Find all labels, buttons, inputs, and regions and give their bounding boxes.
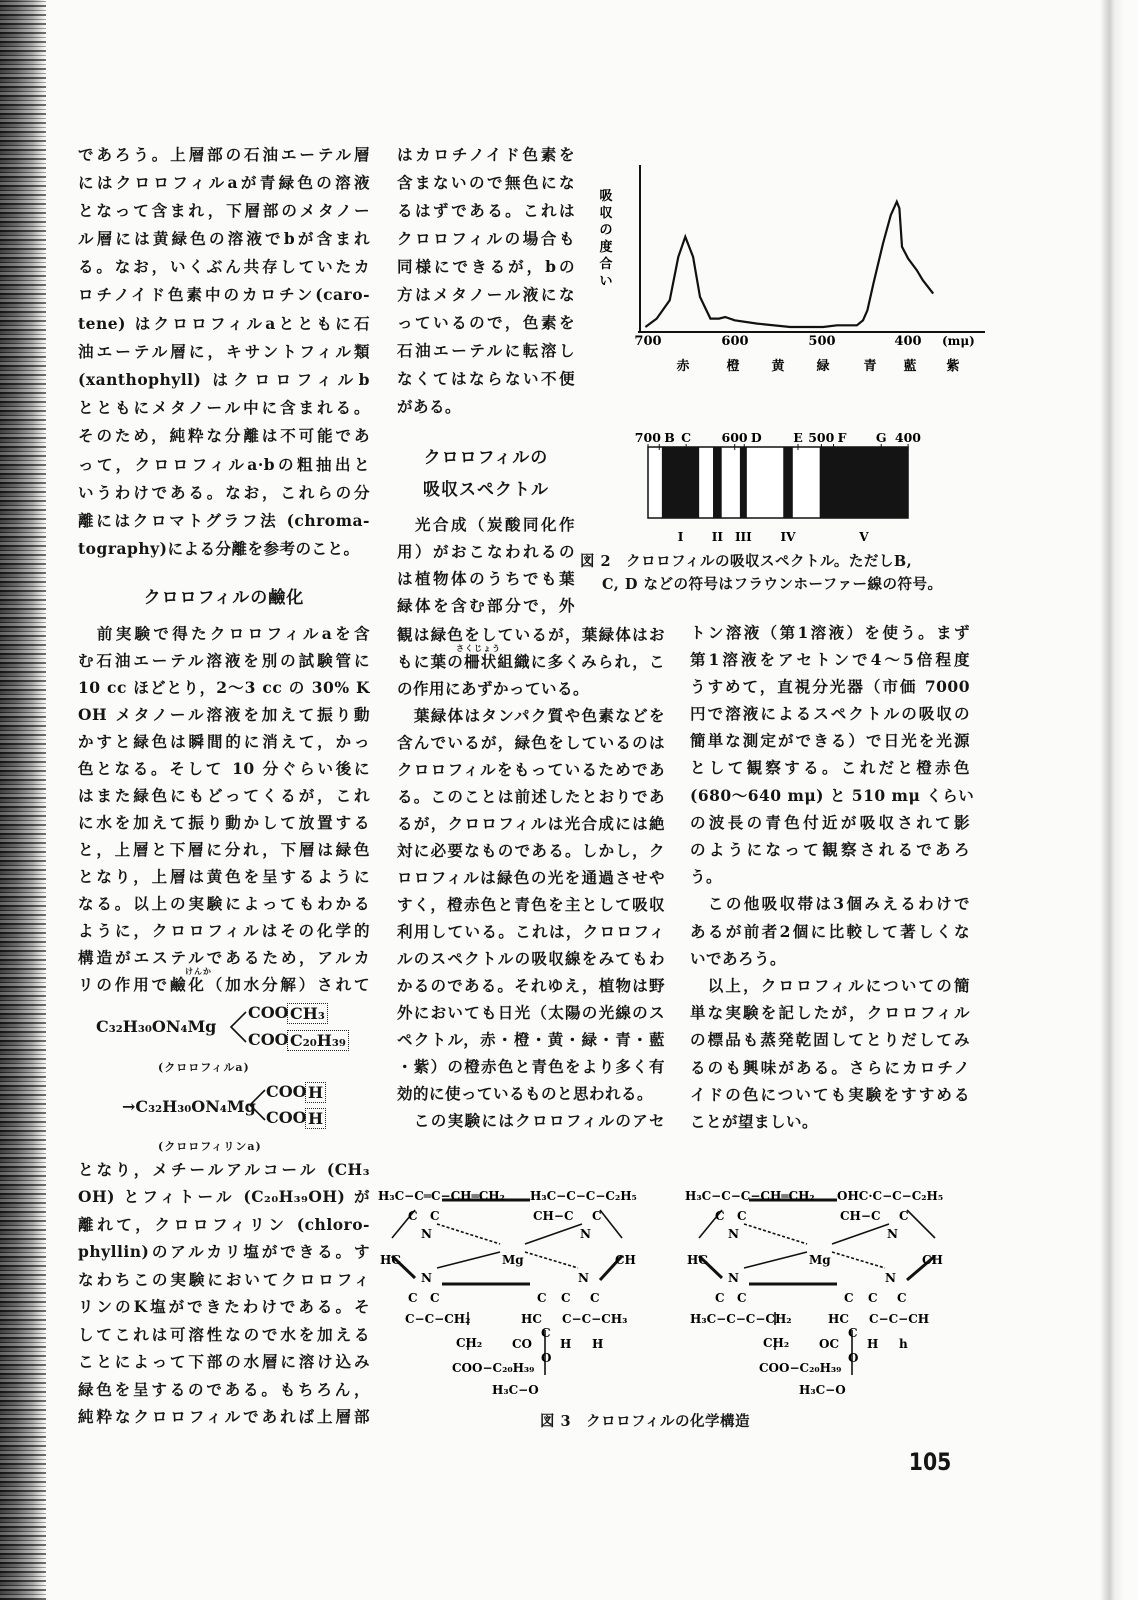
- chlorophyll-a-structure: [378, 1189, 637, 1397]
- text-line: と，上層と下層に分れ，下層は緑色: [78, 839, 370, 859]
- column3-text: [690, 622, 975, 1141]
- atom-label: C: [541, 1326, 551, 1340]
- y-axis-label-char: の: [599, 223, 613, 238]
- text-line: 同様にできるが，bの: [397, 256, 575, 276]
- scale-label: 600: [721, 430, 748, 445]
- text-line: るのも興味がある。さらにカロチノ: [690, 1057, 970, 1077]
- band-numeral: II: [711, 530, 723, 544]
- formula-group: COO: [266, 1082, 307, 1101]
- atom-label: CH−C: [840, 1209, 881, 1223]
- text-line: ・紫）の橙赤色と青色をより多く有: [397, 1056, 665, 1076]
- text-line: 緑色を呈するのである。もちろん，: [78, 1379, 370, 1399]
- text-line: がある。: [397, 396, 462, 416]
- text-line: 油エーテル層に，キサントフィル類: [78, 341, 370, 361]
- atom-label: CH₂: [456, 1336, 483, 1350]
- text-line: OH) とフィトール (C₂₀H₃₉OH) が: [78, 1187, 370, 1206]
- text-line: リンのK塩ができたわけである。そ: [78, 1297, 370, 1316]
- figure2-caption-line2: C, D などの符号はフラウンホーファー線の符号。: [602, 576, 943, 593]
- atom-label: N: [728, 1271, 739, 1285]
- text-line: いうわけである。なお，これらの分: [78, 482, 370, 502]
- figure2-caption-line1: 図 2 クロロフィルの吸収スペクトル。ただしB,: [580, 553, 913, 570]
- atom-label: C: [408, 1209, 418, 1223]
- formula-group: COO: [248, 1003, 289, 1022]
- text-line: かるのである。それゆえ，植物は野: [397, 975, 665, 995]
- y-axis-label-char: い: [599, 274, 613, 289]
- formula-boxed-group: C₂₀H₃₉: [287, 1030, 349, 1051]
- atom-label: H: [592, 1337, 604, 1351]
- scale-label: G: [875, 430, 887, 445]
- text-line: 外においても日光（太陽の光線のス: [397, 1002, 665, 1022]
- text-line: は植物体のうちでも葉: [397, 568, 575, 588]
- formula-core: →C₃₂H₃₀ON₄Mg: [122, 1097, 256, 1116]
- text-line: って，クロロフィルa·bの粗抽出と: [78, 454, 370, 474]
- band-numeral: IV: [780, 530, 796, 544]
- text-line: この実験にはクロロフィルのアセ: [397, 1110, 665, 1130]
- atom-label: HC: [521, 1312, 542, 1326]
- band-numeral: III: [734, 530, 752, 544]
- text-line: もに葉の柵状組織に多くみられ，こ: [397, 651, 665, 671]
- text-line: ように，クロロフィルはその化学的: [78, 920, 370, 940]
- absorption-band-II: [713, 447, 722, 518]
- text-line: にはクロロフィルaが青緑色の溶液: [78, 172, 370, 192]
- atom-label: H₃C−C−C−CH₂: [690, 1312, 792, 1326]
- absorption-band-IV: [783, 447, 793, 518]
- figure3-caption: 図 3 クロロフィルの化学構造: [540, 1413, 750, 1430]
- text-line: となって含まれ，下層部のメタノー: [78, 200, 370, 220]
- figure2-absorption-chart: [0, 0, 1138, 600]
- atom-label: N: [580, 1227, 591, 1241]
- text-line: っているので，色素を: [397, 312, 575, 332]
- y-axis-label: [599, 189, 612, 289]
- color-band-label: 藍: [903, 359, 917, 374]
- text-line: ロチノイド色素中のカロチン(caro-: [78, 285, 370, 305]
- absorption-band-diagram: [648, 447, 908, 518]
- text-line: 構造がエステルであるため，アルカ: [78, 947, 370, 967]
- text-line: ル層には黄緑色の溶液でbが含まれ: [78, 229, 370, 249]
- color-band-label: 紫: [946, 359, 960, 374]
- text-line: 効的に使っているものと思われる。: [397, 1083, 654, 1103]
- absorption-band-I: [662, 447, 699, 518]
- atom-label: C−C−CH₂: [405, 1312, 471, 1326]
- text-line: 簡単な測定ができる）で日光を光源: [690, 731, 970, 751]
- color-band-label: 黄: [771, 359, 785, 374]
- atom-label: Mg: [809, 1253, 831, 1267]
- text-line: tene) はクロロフィルaとともに石: [78, 313, 370, 333]
- text-line: 離にはクロマトグラフ法 (chroma-: [78, 510, 370, 530]
- text-line: 用）がおこなわれるの: [397, 541, 575, 561]
- atom-label: COO−C₂₀H₃₉: [452, 1361, 535, 1375]
- text-line: 観は緑色をしているが，葉緑体はお: [397, 624, 665, 644]
- text-line: ことが望ましい。: [690, 1111, 819, 1131]
- atom-label: OHC·C−C−C₂H₅: [837, 1189, 944, 1203]
- x-tick-label: 500: [808, 334, 836, 349]
- atom-label: C: [899, 1209, 909, 1223]
- text-line: すく，橙赤色と青色を主として吸収: [397, 894, 665, 914]
- atom-label: C: [537, 1291, 547, 1305]
- formula-core: C₃₂H₃₀ON₄Mg: [96, 1017, 217, 1036]
- ruby-kenka: けんか: [185, 966, 212, 976]
- atom-label: HC: [828, 1312, 849, 1326]
- scale-label: D: [750, 430, 762, 445]
- x-axis-unit: (mμ): [942, 334, 975, 348]
- text-line: あるが前者2個に比較して著しくな: [690, 921, 970, 941]
- text-line: はまた緑色にもどってくるが，これ: [78, 785, 370, 805]
- text-line: ペクトル，赤・橙・黄・緑・青・藍: [397, 1029, 665, 1049]
- y-axis-label-char: 吸: [599, 189, 613, 204]
- section-heading-line2: 吸収スペクトル: [423, 480, 549, 500]
- atom-label: COO−C₂₀H₃₉: [759, 1361, 842, 1375]
- text-line: の作用にあずかっている。: [397, 678, 590, 698]
- chlorophyll-b-structure: [685, 1189, 943, 1397]
- text-line: (xanthophyll) はクロロフィルb: [78, 370, 370, 389]
- text-line: 光合成（炭酸同化作: [397, 514, 575, 534]
- atom-label: N: [421, 1227, 432, 1241]
- text-line: phyllin)のアルカリ塩ができる。す: [78, 1242, 370, 1261]
- atom-label: N: [728, 1227, 739, 1241]
- color-band-label: 橙: [726, 359, 740, 374]
- text-line: のようになって観察されるであろ: [690, 840, 970, 859]
- x-tick-label: 600: [721, 334, 749, 349]
- y-axis-label-char: 合: [599, 257, 613, 272]
- text-line: 色となる。そして 10 分ぐらい後に: [78, 758, 370, 778]
- text-line: リの作用で鹼化（加水分解）されて: [78, 974, 370, 994]
- text-line: とともにメタノール中に含まれる。: [78, 398, 370, 418]
- column1-middle-text: [78, 625, 370, 1003]
- formula-caption: (クロロフィリンa): [158, 1140, 262, 1153]
- branch-bracket: [247, 1088, 267, 1122]
- x-tick-label: 400: [894, 334, 922, 349]
- text-line: う。: [690, 867, 723, 887]
- atom-label: C: [592, 1209, 602, 1223]
- text-line: 葉緑体はタンパク質や色素などを: [397, 705, 665, 725]
- atom-label: H₃C−O: [492, 1383, 539, 1397]
- text-line: の標品も蒸発乾固してとりだしてみ: [690, 1030, 970, 1050]
- text-line: 以上，クロロフィルについての簡: [690, 975, 970, 995]
- atom-label: Mg: [502, 1253, 524, 1267]
- text-line: なる。以上の実験によってもわかる: [78, 893, 370, 913]
- scale-label: C: [681, 430, 692, 445]
- atom-label: CO: [512, 1337, 533, 1351]
- atom-label: H₃C−C═C−CH═CH₂: [378, 1189, 505, 1203]
- column2-wide-text: [397, 626, 665, 1139]
- figure3-chemical-structures: [0, 1160, 1138, 1410]
- text-line: 10 cc ほどとり，2〜3 cc の 30% K: [78, 677, 370, 697]
- text-line: なくてはならない不便: [397, 368, 575, 388]
- text-line: イドの色についても実験をすすめる: [690, 1084, 970, 1104]
- page-number: 105: [908, 1448, 952, 1476]
- text-line: に水を加えて振り動かして放置する: [78, 812, 370, 832]
- text-line: トン溶液（第1溶液）を使う。まず: [690, 622, 970, 642]
- text-line: OH メタノール溶液を加えて振り動: [78, 704, 370, 724]
- text-line: かすと緑色は瞬間的に消えて，かっ: [78, 731, 370, 751]
- atom-label: C: [737, 1209, 747, 1223]
- atom-label: C: [715, 1209, 725, 1223]
- branch-bracket: [228, 1010, 248, 1044]
- atom-label: C: [590, 1291, 600, 1305]
- ruby-sakujou: さくじょう: [456, 643, 501, 653]
- text-line: うすめて，直視分光器（市価 7000: [690, 676, 970, 696]
- atom-label: H: [867, 1337, 879, 1351]
- text-line: るはずである。これは: [397, 200, 575, 220]
- text-line: そのため，純粋な分離は不可能であ: [78, 426, 370, 446]
- atom-label: O: [541, 1351, 552, 1365]
- band-numeral: V: [859, 530, 869, 544]
- scale-label: F: [837, 430, 847, 445]
- text-line: 前実験で得たクロロフィルaを含: [78, 623, 370, 643]
- atom-label: H: [560, 1337, 572, 1351]
- atom-label: N: [578, 1271, 589, 1285]
- atom-label: HC: [687, 1253, 708, 1267]
- band-numeral: I: [677, 530, 684, 544]
- text-line: 利用している。これは，クロロフィ: [397, 921, 665, 941]
- scale-label: 500: [808, 430, 835, 445]
- text-line: 第1溶液をアセトンで4〜5倍程度: [690, 649, 970, 669]
- atom-label: CH−C: [533, 1209, 574, 1223]
- atom-label: HC: [380, 1253, 401, 1267]
- scale-label: E: [793, 430, 803, 445]
- atom-label: H₃C−C−C−C₂H₅: [530, 1189, 637, 1203]
- text-line: む石油エーテル溶液を別の試験管に: [78, 650, 370, 670]
- text-line: tography)による分離を参考のこと。: [78, 539, 360, 559]
- text-line: ことによって下部の水層に溶け込み: [78, 1352, 370, 1371]
- atom-label: C: [430, 1209, 440, 1223]
- atom-label: C−C−CH: [869, 1312, 930, 1326]
- atom-label: C: [715, 1291, 725, 1305]
- text-line: るが，クロロフィルは光合成には絶: [397, 813, 665, 833]
- text-line: 方はメタノール液にな: [397, 284, 575, 304]
- text-line: 離れて，クロロフィリン (chloro-: [78, 1214, 370, 1234]
- atom-label: CH₂: [763, 1336, 790, 1350]
- text-line: 単な実験を記したが，クロロフィル: [690, 1003, 970, 1023]
- text-line: となり，メチールアルコール (CH₃: [78, 1159, 370, 1179]
- atom-label: C: [430, 1291, 440, 1305]
- text-line: 純粋なクロロフィルであれば上層部: [78, 1407, 370, 1426]
- atom-label: h: [899, 1337, 908, 1351]
- text-line: る。なお，いくぶん共存していたカ: [78, 257, 370, 277]
- text-line: 対に必要なものである。しかし，ク: [397, 840, 665, 860]
- text-line: 緑体を含む部分で，外: [397, 595, 575, 615]
- atom-label: H₃C−C−C−CH═CH₂: [685, 1189, 815, 1203]
- atom-label: N: [887, 1227, 898, 1241]
- text-line: の波長の青色付近が吸収されて影: [690, 812, 970, 832]
- atom-label: C: [561, 1291, 571, 1305]
- atom-label: C: [737, 1291, 747, 1305]
- absorption-band-III: [740, 447, 747, 518]
- formula-boxed-group: H: [305, 1108, 326, 1129]
- atom-label: N: [885, 1271, 896, 1285]
- scale-label: 700: [634, 430, 661, 445]
- text-line: はカロチノイド色素を: [397, 144, 575, 164]
- text-line: クロロフィルの場合も: [397, 228, 575, 248]
- color-band-label: 赤: [676, 359, 690, 374]
- atom-label: N: [421, 1271, 432, 1285]
- atom-label: C: [408, 1291, 418, 1305]
- atom-label: C: [897, 1291, 907, 1305]
- scale-label: 400: [894, 430, 921, 445]
- text-line: 石油エーテルに転溶し: [397, 340, 575, 360]
- text-line: ロロフィルは緑色の光を通過させや: [397, 867, 665, 887]
- text-line: ルのスペクトルの吸収線をみてもわ: [397, 948, 665, 968]
- text-line: クロロフィルをもっているためであ: [397, 759, 665, 779]
- text-line: してこれは可溶性なので水を加える: [78, 1324, 370, 1344]
- band-numerals: [678, 530, 870, 544]
- text-line: この他吸収帯は3個みえるわけで: [690, 894, 970, 914]
- text-line: なわちこの実験においてクロロフィ: [78, 1269, 370, 1289]
- atom-label: H₃C−O: [799, 1383, 846, 1397]
- formula-group: COO: [266, 1108, 307, 1127]
- y-axis-label-char: 収: [599, 206, 613, 221]
- atom-label: CH: [922, 1253, 943, 1267]
- atom-label: CH: [615, 1253, 636, 1267]
- color-band-label: 青: [863, 359, 877, 374]
- formula-boxed-group: H: [305, 1082, 326, 1103]
- scale-label: B: [664, 430, 675, 445]
- text-line: る。このことは前述したとおりであ: [397, 786, 665, 806]
- absorption-curve: [645, 202, 933, 327]
- text-line: いであろう。: [690, 948, 787, 968]
- text-line: となり，上層は黄色を呈するように: [78, 866, 370, 886]
- atom-label: C: [848, 1326, 858, 1340]
- atom-label: C: [868, 1291, 878, 1305]
- text-line: 含まないので無色にな: [397, 172, 575, 192]
- text-line: 含んでいるが，緑色をしているのは: [397, 732, 665, 752]
- text-line: (680〜640 mμ) と 510 mμ くらい: [690, 785, 975, 805]
- atom-label: O: [848, 1351, 859, 1365]
- text-line: として観察する。これだと橙赤色: [690, 758, 970, 778]
- formula-boxed-group: CH₃: [287, 1003, 328, 1024]
- text-line: 円で溶液によるスペクトルの吸収の: [690, 704, 970, 724]
- atom-label: OC: [819, 1337, 840, 1351]
- atom-label: C: [844, 1291, 854, 1305]
- atom-label: C−C−CH₃: [562, 1312, 628, 1326]
- color-band-label: 緑: [816, 359, 830, 374]
- formula-caption: (クロロフィルa): [158, 1061, 250, 1074]
- formula-group: COO: [248, 1030, 289, 1049]
- x-tick-label: 700: [634, 334, 662, 349]
- absorption-band-V: [820, 447, 908, 518]
- text-line: であろう。上層部の石油エーテル層: [78, 144, 370, 164]
- y-axis-label-char: 度: [599, 240, 613, 255]
- section-heading-line1: クロロフィルの: [423, 448, 549, 468]
- section-heading-saponification: クロロフィルの鹼化: [143, 588, 305, 608]
